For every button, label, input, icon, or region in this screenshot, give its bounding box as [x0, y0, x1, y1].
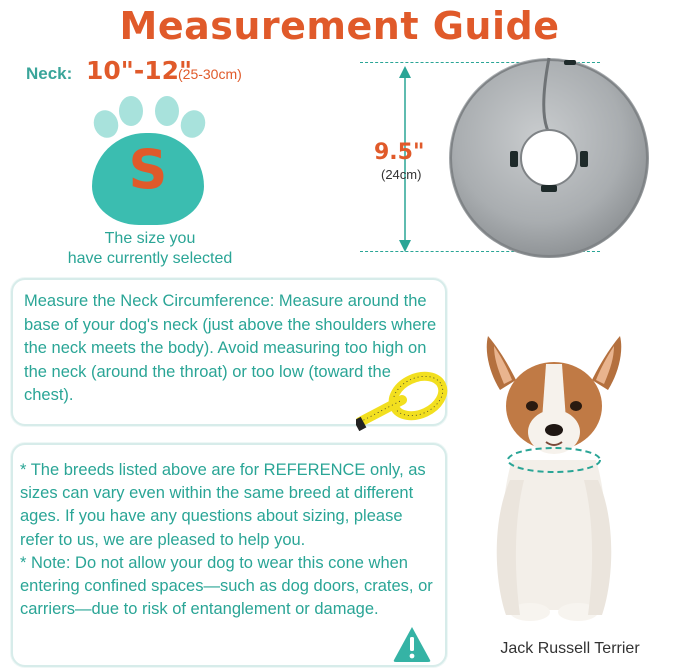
warning-icon: [392, 625, 432, 663]
paw-toe: [177, 107, 209, 142]
neck-size-metric: (25-30cm): [178, 66, 242, 82]
dog-photo: [470, 330, 640, 630]
size-caption-line2: have currently selected: [67, 250, 233, 267]
reference-note: * The breeds listed above are for REFERENCE only, as sizes can vary even within the same breed at different ages. If you have any questions about sizing, please refer to us, we are pleased to help you.: [20, 461, 426, 549]
sizing-notes: [20, 459, 440, 621]
paw-toe: [119, 96, 143, 126]
paw-toe: [155, 96, 179, 126]
size-caption: [40, 229, 260, 269]
size-letter: S: [128, 138, 168, 201]
measure-instructions-text: Measure the Neck Circumference: Measure around the base of your dog's neck (just above the shoulders where the neck meets the body). Avoid measuring too high on the neck (around the throat) or too low (toward the chest).: [24, 292, 437, 404]
cone-height-metric: (24cm): [381, 167, 422, 182]
cone-height-value: 9.5": [374, 140, 425, 165]
page-title: Measurement Guide: [119, 4, 560, 48]
cone-collar-image: [446, 55, 652, 261]
confined-space-note: * Note: Do not allow your dog to wear this cone when entering confined spaces—such as dog doors, crates, or carriers—due to risk of entanglement or damage.: [20, 553, 433, 619]
measuring-tape-icon: [356, 366, 448, 434]
paw-toe: [90, 107, 122, 142]
breed-name: Jack Russell Terrier: [500, 640, 640, 657]
neck-size-value: 10"-12": [86, 56, 193, 85]
neck-label: Neck:: [26, 64, 73, 83]
size-caption-line1: The size you: [104, 230, 196, 247]
